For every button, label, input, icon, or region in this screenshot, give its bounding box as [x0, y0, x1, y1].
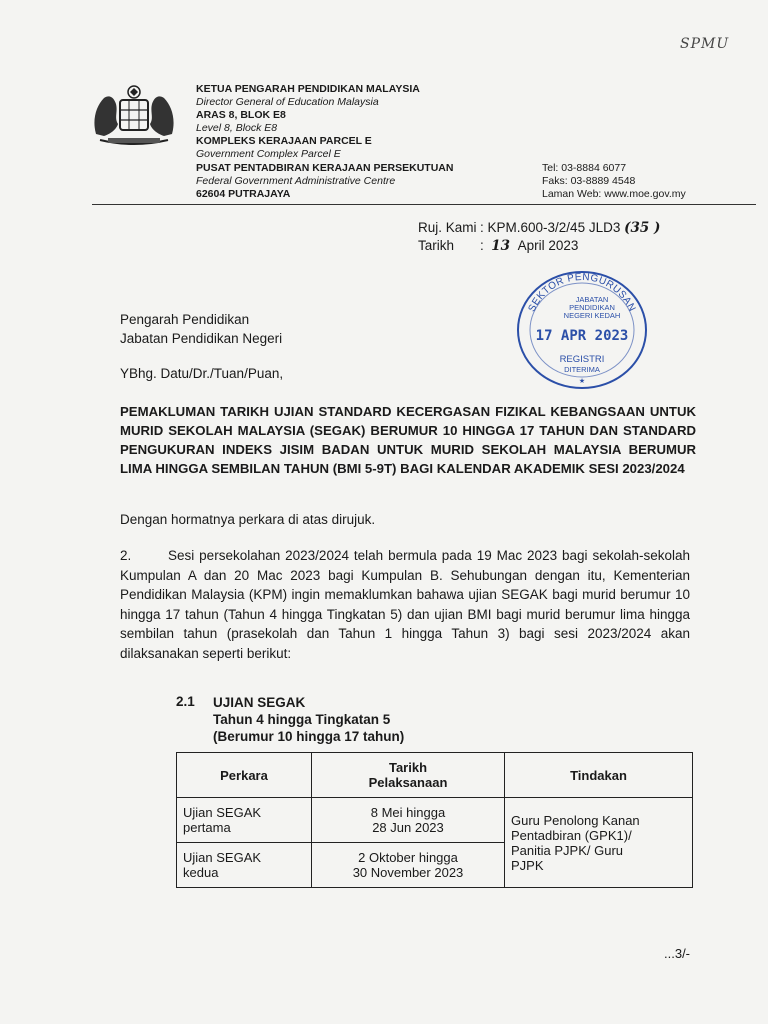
- paragraph-2-text: Sesi persekolahan 2023/2024 telah bermula pada 19 Mac 2023 bagi sekolah-sekolah Kumpulan A dan 20 Mac 2023 bagi Kumpulan B. Sehubungan dengan itu, Kementerian Pendidikan Malaysia (KPM) ingin memaklumkan bahawa ujian SEGAK bagi murid berumur 10 hingga 17 tahun (Tahun 4 hingga Tingkatan 5) dan ujian BMI bagi murid berumur lima hingga sembilan tahun (prasekolah dan Tahun 1 hingga Tahun 3) bagi sesi 2023/2024 akan dilaksanakan seperti berikut:: [120, 548, 690, 661]
- letterhead-complex-en: Government Complex Parcel E: [196, 148, 341, 161]
- received-stamp: [512, 266, 652, 390]
- stamp-mid-line2: PENDIDIKAN: [569, 303, 615, 312]
- tarikh-label: Tarikh: [418, 238, 455, 253]
- section-title: UJIAN SEGAK: [213, 695, 306, 710]
- page-continuation: ...3/-: [664, 946, 691, 961]
- cell-tarikh: 8 Mei hingga 28 Jun 2023: [312, 798, 505, 843]
- letterhead-title: KETUA PENGARAH PENDIDIKAN MALAYSIA: [196, 83, 420, 95]
- malaysia-coat-of-arms-icon: [86, 84, 182, 148]
- stamp-mid-line3: NEGERI KEDAH: [563, 311, 621, 320]
- cell-tindakan: Guru Penolong Kanan Pentadbiran (GPK1)/ Panitia PJPK/ Guru PJPK: [505, 798, 693, 888]
- letterhead-level-en: Level 8, Block E8: [196, 122, 278, 135]
- letterhead-centre: PUSAT PENTADBIRAN KERAJAAN PERSEKUTUAN: [196, 161, 454, 174]
- letterhead-postcode: 62604 PUTRAJAYA: [196, 187, 291, 200]
- table-row: [177, 798, 693, 843]
- section-heading: [213, 694, 404, 745]
- table-header-row: [177, 753, 693, 798]
- letterhead-centre-en: Federal Government Administrative Centre: [196, 174, 396, 187]
- contact-block: [542, 162, 686, 201]
- schedule-table: [176, 752, 693, 888]
- subject-heading: PEMAKLUMAN TARIKH UJIAN STANDARD KECERGASAN FIZIKAL KEBANGSAAN UNTUK MURID SEKOLAH MALAYSIA (SEGAK) BERUMUR 10 HINGGA 17 TAHUN DAN STANDARD PENGUKURAN INDEKS JISIM BADAN UNTUK MURID SEKOLAH MALAYSIA BERUMUR LIMA HINGGA SEMBILAN TAHUN (BMI 5-9T) BAGI KALENDAR AKADEMIK SESI 2023/2024: [120, 404, 696, 476]
- letterhead: [196, 83, 453, 201]
- addressee-line2: Jabatan Pendidikan Negeri: [120, 331, 283, 346]
- stamp-star-icon: ★: [578, 377, 586, 385]
- stamp-date: 17 APR 2023: [535, 328, 629, 344]
- section-number: 2.1: [176, 694, 195, 709]
- paragraph-1: Dengan hormatnya perkara di atas dirujuk.: [120, 512, 376, 527]
- section-subtitle-2: (Berumur 10 hingga 17 tahun): [213, 729, 405, 744]
- cell-tarikh: 2 Oktober hingga 30 November 2023: [312, 843, 505, 888]
- stamp-diterima: DITERIMA: [564, 365, 600, 374]
- reference-block: Ruj. Kami : KPM.600-3/2/45 JLD3 (35 ) Tarikh : 13 April 2023: [418, 220, 661, 254]
- letterhead-title-en: Director General of Education Malaysia: [196, 96, 379, 109]
- ruj-label: Ruj. Kami: [418, 220, 477, 235]
- tarikh-day-handwritten: 13: [491, 238, 511, 254]
- cell-perkara: Ujian SEGAK pertama: [177, 798, 312, 843]
- header-tarikh: Tarikh Pelaksanaan: [312, 753, 505, 798]
- contact-fax: Faks: 03-8889 4548: [542, 175, 636, 188]
- letterhead-level: ARAS 8, BLOK E8: [196, 109, 286, 122]
- cell-perkara: Ujian SEGAK kedua: [177, 843, 312, 888]
- tarikh-month-year: April 2023: [517, 238, 579, 253]
- addressee-block: [120, 310, 282, 348]
- ruj-value: KPM.600-3/2/45 JLD3: [487, 220, 621, 235]
- contact-tel: Tel: 03-8884 6077: [542, 162, 627, 174]
- salutation: YBhg. Datu/Dr./Tuan/Puan,: [120, 366, 284, 381]
- paragraph-2: [120, 546, 690, 664]
- stamp-top-text: SEKTOR PENGURUSAN: [526, 271, 638, 314]
- stamp-registri: REGISTRI: [559, 354, 605, 365]
- ruj-handwritten-number: (35 ): [624, 220, 661, 236]
- stamp-mid-line1: JABATAN: [575, 295, 609, 304]
- addressee-line1: Pengarah Pendidikan: [120, 312, 250, 327]
- header-perkara: Perkara: [177, 753, 312, 798]
- header-divider: [92, 204, 756, 205]
- handwritten-note: SPMU: [680, 36, 730, 52]
- section-subtitle-1: Tahun 4 hingga Tingkatan 5: [213, 712, 391, 727]
- contact-web: Laman Web: www.moe.gov.my: [542, 188, 686, 201]
- letterhead-complex: KOMPLEKS KERAJAAN PARCEL E: [196, 135, 372, 148]
- header-tindakan: Tindakan: [505, 753, 693, 798]
- paragraph-2-number: 2.: [120, 548, 132, 563]
